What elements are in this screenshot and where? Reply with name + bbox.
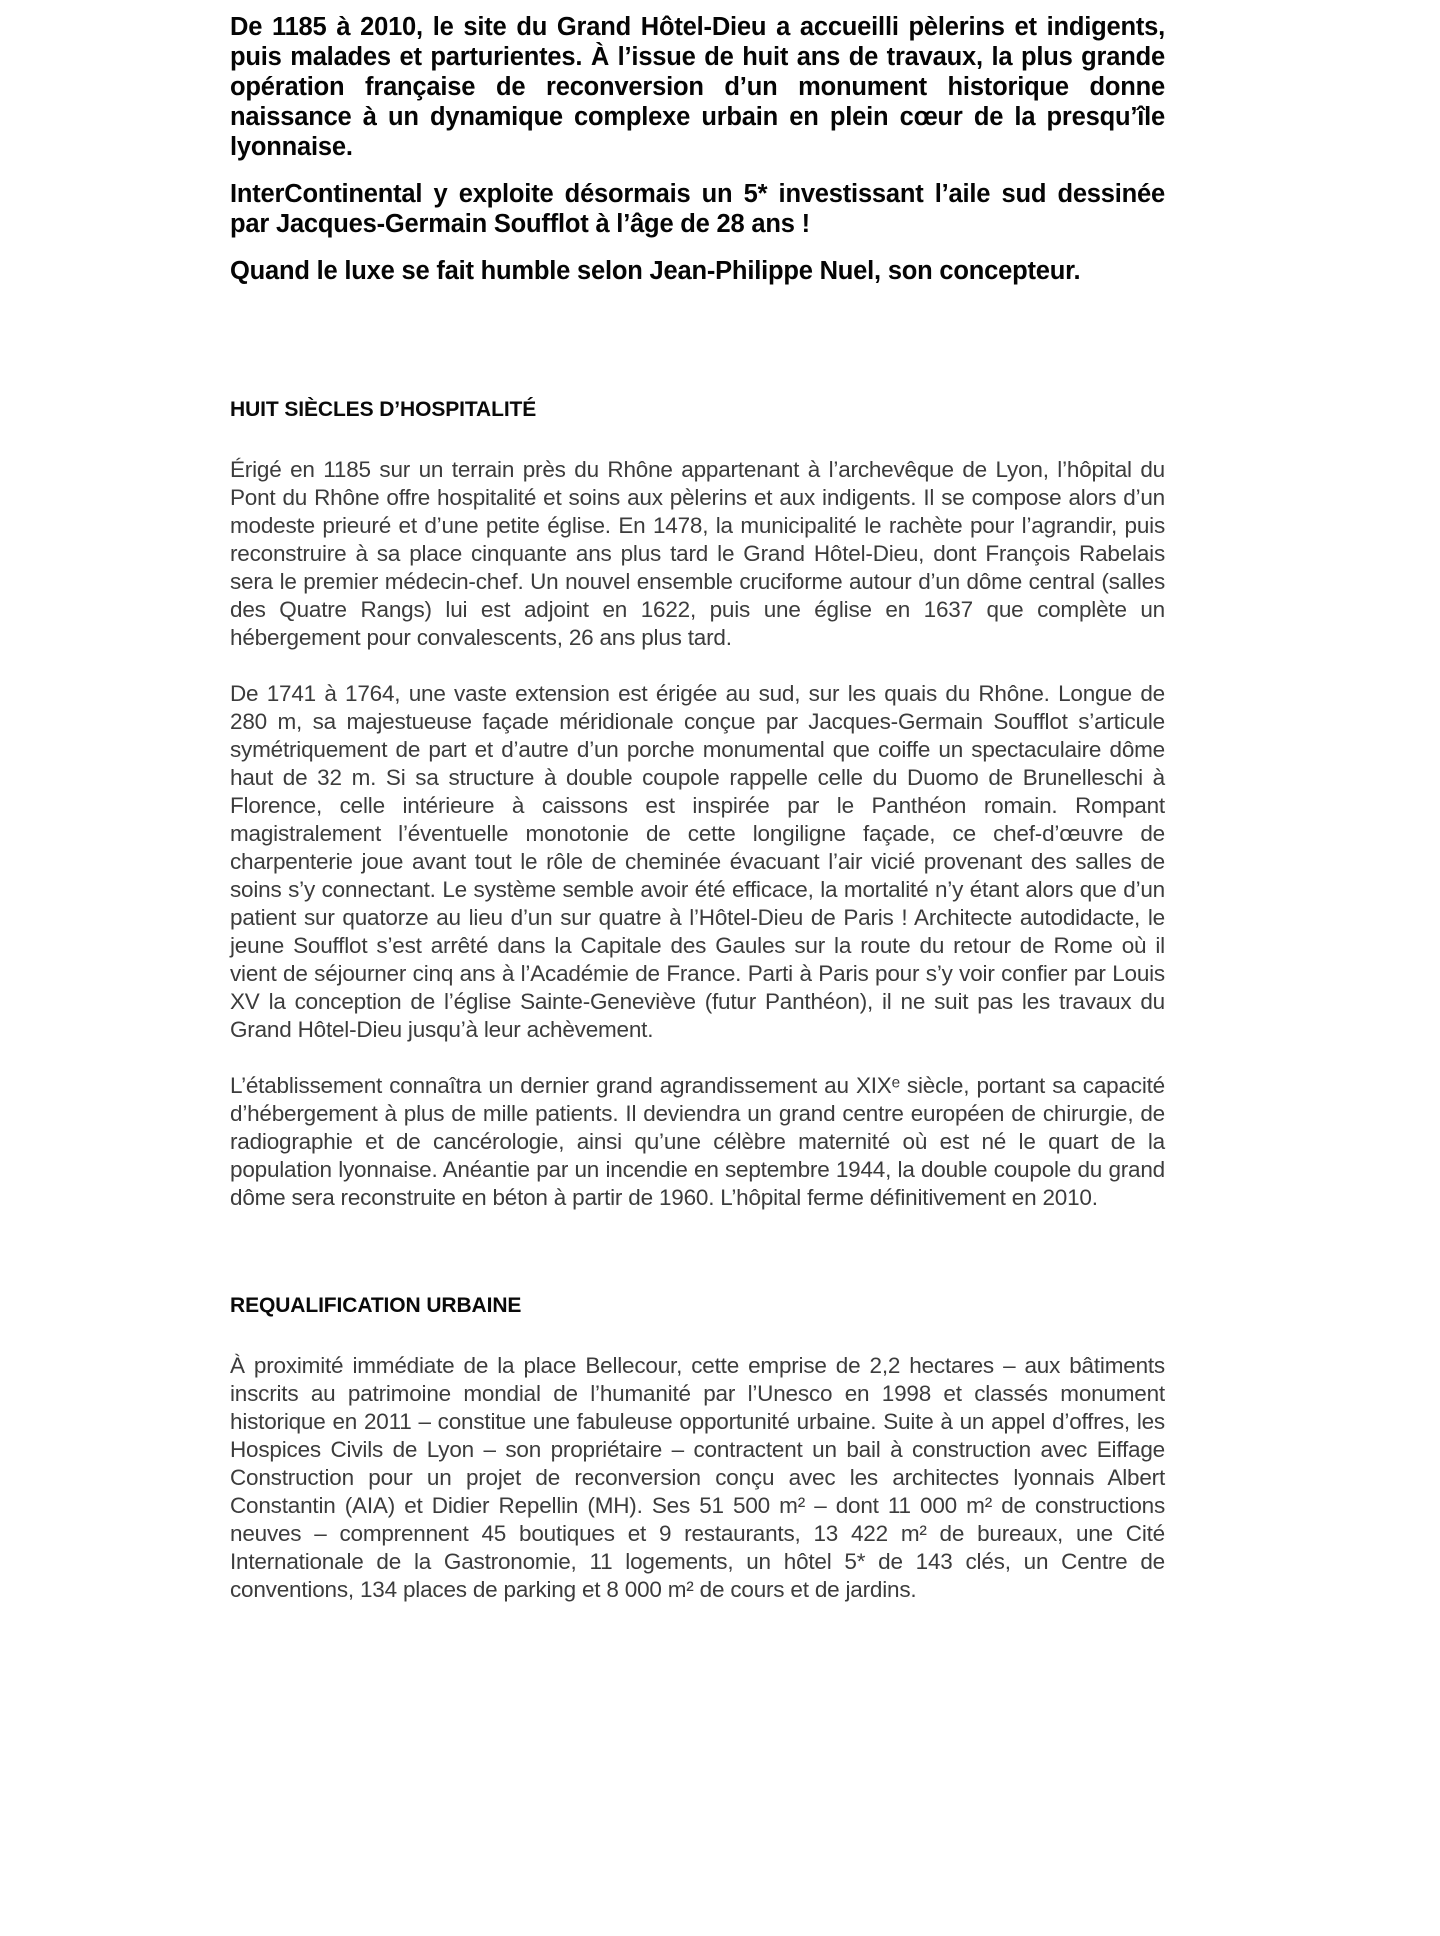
section-history [230, 398, 1165, 1212]
intro-paragraph: De 1185 à 2010, le site du Grand Hôtel-Dieu a accueilli pèlerins et indigents, puis malades et parturientes. À l’issue de huit ans de travaux, la plus grande opération française de reconversion d’un monument historique donne naissance à un dynamique complexe urbain en plein cœur de la presqu’île lyonnaise. [230, 13, 1165, 161]
intro-paragraph: InterContinental y exploite désormais un 5* investissant l’aile sud dessinée par Jacques-Germain Soufflot à l’âge de 28 ans ! [230, 180, 1165, 238]
body-paragraph: L’établissement connaîtra un dernier grand agrandissement au XIXᵉ siècle, portant sa capacité d’hébergement à plus de mille patients. Il deviendra un grand centre européen de chirurgie, de radiographie et de cancérologie, ainsi qu’une célèbre maternité où est né le quart de la population lyonnaise. Anéantie par un incendie en septembre 1944, la double coupole du grand dôme sera reconstruite en béton à partir de 1960. L’hôpital ferme définitivement en 2010. [230, 1073, 1165, 1210]
body-paragraph: Érigé en 1185 sur un terrain près du Rhône appartenant à l’archevêque de Lyon, l’hôpital du Pont du Rhône offre hospitalité et soins aux pèlerins et aux indigents. Il se compose alors d’un modeste prieuré et d’une petite église. En 1478, la municipalité le rachète pour l’agrandir, puis reconstruire à sa place cinquante ans plus tard le Grand Hôtel-Dieu, dont François Rabelais sera le premier médecin-chef. Un nouvel ensemble cruciforme autour d’un dôme central (salles des Quatre Rangs) lui est adjoint en 1622, puis une église en 1637 que complète un hébergement pour convalescents, 26 ans plus tard. [230, 457, 1165, 650]
article-intro [230, 0, 1165, 286]
intro-paragraph: Quand le luxe se fait humble selon Jean-Philippe Nuel, son concepteur. [230, 257, 1081, 285]
text-column [230, 0, 1165, 1632]
section-heading: REQUALIFICATION URBAINE [230, 1294, 522, 1317]
body-paragraph: À proximité immédiate de la place Bellecour, cette emprise de 2,2 hectares – aux bâtiments inscrits au patrimoine mondial de l’humanité par l’Unesco en 1998 et classés monument historique en 2011 – constitue une fabuleuse opportunité urbaine. Suite à un appel d’offres, les Hospices Civils de Lyon – son propriétaire – contractent un bail à construction avec Eiffage Construction pour un projet de reconversion conçu avec les architectes lyonnais Albert Constantin (AIA) et Didier Repellin (MH). Ses 51 500 m² – dont 11 000 m² de constructions neuves – comprennent 45 boutiques et 9 restaurants, 13 422 m² de bureaux, une Cité Internationale de la Gastronomie, 11 logements, un hôtel 5* de 143 clés, un Centre de conventions, 134 places de parking et 8 000 m² de cours et de jardins. [230, 1353, 1165, 1602]
section-requalification [230, 1294, 1165, 1604]
section-heading: HUIT SIÈCLES D’HOSPITALITÉ [230, 398, 537, 421]
body-paragraph: De 1741 à 1764, une vaste extension est érigée au sud, sur les quais du Rhône. Longue de 280 m, sa majestueuse façade méridionale conçue par Jacques-Germain Soufflot s’articule symétriquement de part et d’autre d’un porche monumental que coiffe un spectaculaire dôme haut de 32 m. Si sa structure à double coupole rappelle celle du Duomo de Brunelleschi à Florence, celle intérieure à caissons est inspirée par le Panthéon romain. Rompant magistralement l’éventuelle monotonie de cette longiligne façade, ce chef-d’œuvre de charpenterie joue avant tout le rôle de cheminée évacuant l’air vicié provenant des salles de soins s’y connectant. Le système semble avoir été efficace, la mortalité n’y étant alors que d’un patient sur quatorze au lieu d’un sur quatre à l’Hôtel-Dieu de Paris ! Architecte autodidacte, le jeune Soufflot s’est arrêté dans la Capitale des Gaules sur la route du retour de Rome où il vient de séjourner cinq ans à l’Académie de France. Parti à Paris pour s’y voir confier par Louis XV la conception de l’église Sainte-Geneviève (futur Panthéon), il ne suit pas les travaux du Grand Hôtel-Dieu jusqu’à leur achèvement. [230, 681, 1165, 1042]
